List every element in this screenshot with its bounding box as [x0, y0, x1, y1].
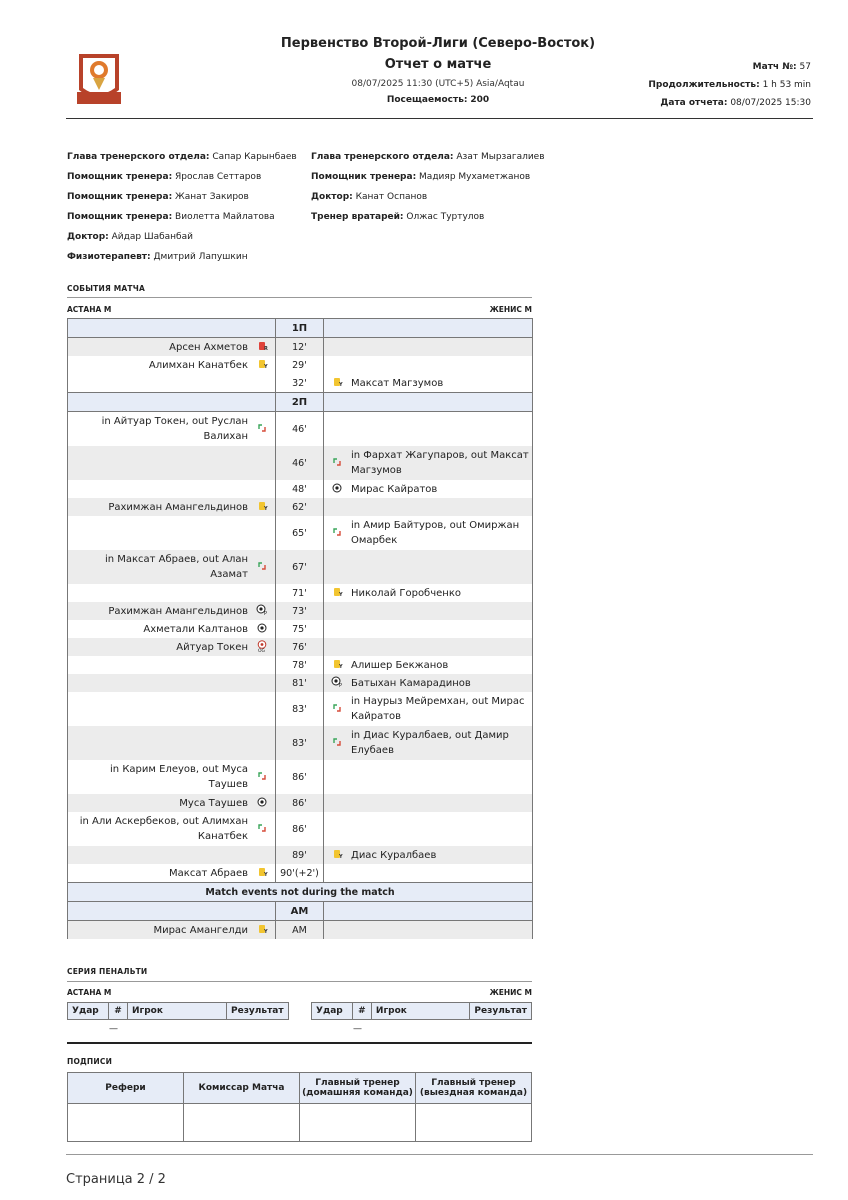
signature-box-home-coach[interactable] [300, 1104, 416, 1142]
event-minute: 62' [276, 498, 324, 516]
event-home-cell [68, 446, 276, 480]
period-home-cell [68, 319, 276, 338]
penalties-away-table [311, 1002, 532, 1020]
period-label: 1П [276, 319, 324, 338]
staff-role: Тренер вратарей: [311, 212, 404, 222]
event-row [68, 794, 533, 812]
event-row [68, 516, 533, 550]
goal-icon [255, 623, 269, 636]
yellow-card-icon: Y [255, 360, 269, 371]
staff-name: Жанат Закиров [175, 192, 249, 202]
staff-role: Доктор: [311, 192, 353, 202]
signature-box-referee[interactable] [68, 1104, 184, 1142]
event-row [68, 620, 533, 638]
events-band-label: Match events not during the match [68, 883, 533, 902]
event-away-cell [324, 550, 533, 584]
signatures-section-title: ПОДПИСИ [67, 1057, 113, 1066]
staff-entry [67, 152, 297, 162]
staff-name: Айдар Шабанбай [111, 232, 193, 242]
event-home-cell [68, 921, 276, 940]
event-home-cell [68, 846, 276, 864]
event-content [68, 814, 269, 844]
event-away-cell [324, 812, 533, 846]
event-away-cell [324, 620, 533, 638]
svg-text:P: P [264, 611, 268, 615]
event-text: Рахимжан Амангельдинов [108, 605, 248, 617]
staff-entry [311, 192, 545, 202]
event-content [68, 923, 269, 938]
penalty-goal-icon [330, 676, 344, 690]
event-content [330, 848, 532, 863]
event-content [68, 604, 269, 619]
event-home-cell [68, 550, 276, 584]
report-date-value: 08/07/2025 15:30 [730, 98, 811, 108]
event-row [68, 446, 533, 480]
event-home-cell [68, 726, 276, 760]
event-content [68, 340, 269, 355]
event-text: Батыхан Камарадинов [351, 677, 471, 689]
staff-entry [311, 152, 545, 162]
event-away-cell [324, 602, 533, 620]
event-home-cell [68, 674, 276, 692]
event-minute: 12' [276, 338, 324, 357]
substitution-icon [255, 561, 269, 574]
penalties-home-empty: — [109, 1024, 118, 1034]
event-minute: 29' [276, 356, 324, 374]
event-away-cell [324, 760, 533, 794]
yellow-card-icon: Y [255, 502, 269, 513]
event-minute: 78' [276, 656, 324, 674]
staff-entry [67, 172, 297, 182]
event-text: Максат Магзумов [351, 377, 444, 389]
penalty-col-player: Игрок [128, 1003, 227, 1020]
staff-role: Помощник тренера: [311, 172, 417, 182]
event-home-cell [68, 864, 276, 883]
event-minute: 81' [276, 674, 324, 692]
event-content [68, 866, 269, 881]
penalties-home-table [67, 1002, 289, 1020]
substitution-icon [330, 737, 344, 750]
event-text: Максат Абраев [169, 867, 248, 879]
event-away-cell [324, 794, 533, 812]
event-text: Айтуар Токен [176, 641, 248, 653]
event-away-cell [324, 921, 533, 940]
staff-role: Помощник тренера: [67, 212, 173, 222]
staff-entry [67, 252, 297, 262]
event-minute: 86' [276, 812, 324, 846]
penalty-col-result: Результат [227, 1003, 289, 1020]
event-text: in Али Аскербеков, out Алимхан Канатбек [79, 816, 248, 842]
event-row [68, 602, 533, 620]
event-home-cell [68, 620, 276, 638]
event-home-cell [68, 812, 276, 846]
period-away-cell [324, 393, 533, 412]
staff-name: Сапар Карынбаев [212, 152, 297, 162]
event-row [68, 692, 533, 726]
events-section-divider [67, 297, 532, 298]
event-minute: 73' [276, 602, 324, 620]
period-header-row [68, 902, 533, 921]
event-content [68, 500, 269, 515]
event-row [68, 846, 533, 864]
event-away-cell [324, 726, 533, 760]
staff-name: Ярослав Сеттаров [175, 172, 262, 182]
staff-entry [67, 212, 297, 222]
event-text: Ахметали Калтанов [143, 623, 248, 635]
event-content [68, 552, 269, 582]
event-minute: 86' [276, 760, 324, 794]
signature-col-commissioner: Комиссар Матча [184, 1073, 300, 1104]
svg-text:OG: OG [258, 648, 266, 652]
yellow-card-icon: Y [255, 925, 269, 936]
event-home-cell [68, 338, 276, 357]
period-away-cell [324, 902, 533, 921]
events-home-team: АСТАНА М [67, 305, 112, 314]
event-home-cell [68, 794, 276, 812]
page-number: Страница 2 / 2 [66, 1172, 166, 1187]
event-away-cell [324, 846, 533, 864]
event-row [68, 864, 533, 883]
event-content [330, 728, 532, 758]
own-goal-icon [255, 640, 269, 655]
staff-name: Азат Мырзагалиев [456, 152, 545, 162]
event-content [330, 448, 532, 478]
event-content [68, 762, 269, 792]
event-home-cell [68, 638, 276, 656]
event-text: Николай Горобченко [351, 587, 461, 599]
events-section-title: СОБЫТИЯ МАТЧА [67, 284, 145, 293]
event-row [68, 374, 533, 393]
yellow-card-icon: Y [330, 378, 344, 389]
event-text: Рахимжан Амангельдинов [108, 501, 248, 513]
event-minute: 90'(+2') [276, 864, 324, 883]
svg-text:P: P [339, 683, 343, 687]
footer-divider [66, 1154, 813, 1155]
match-datetime: 08/07/2025 11:30 (UTC+5) Asia/Aqtau [351, 79, 525, 89]
event-row [68, 726, 533, 760]
match-duration [648, 80, 811, 90]
event-row [68, 480, 533, 498]
event-away-cell [324, 516, 533, 550]
event-text: Мирас Амангелди [153, 924, 248, 936]
red-card-icon: R [255, 342, 269, 353]
event-minute: 83' [276, 692, 324, 726]
staff-name: Дмитрий Лапушкин [153, 252, 248, 262]
event-text: in Амир Байтуров, out Омиржан Омарбек [351, 520, 520, 546]
report-date [660, 98, 811, 108]
signature-col-referee: Рефери [68, 1073, 184, 1104]
event-away-cell [324, 480, 533, 498]
event-content [68, 414, 269, 444]
event-text: in Диас Куралбаев, out Дамир Елубаев [351, 730, 509, 756]
event-content [68, 796, 269, 811]
event-content [68, 640, 269, 655]
event-row [68, 338, 533, 357]
event-text: in Фархат Жагупаров, out Максат Магзумов [351, 450, 529, 476]
penalties-away-empty: — [353, 1024, 362, 1034]
signatures-table [67, 1072, 532, 1142]
event-text: Арсен Ахметов [169, 341, 248, 353]
report-subtitle: Отчет о матче [384, 57, 492, 72]
staff-role: Глава тренерского отдела: [311, 152, 454, 162]
home-staff-list [67, 152, 297, 272]
event-content [330, 482, 532, 497]
event-minute: 89' [276, 846, 324, 864]
event-row [68, 760, 533, 794]
event-text: Алимхан Канатбек [148, 359, 248, 371]
event-away-cell [324, 374, 533, 393]
event-row [68, 921, 533, 940]
event-away-cell [324, 692, 533, 726]
event-minute: 67' [276, 550, 324, 584]
event-content [330, 518, 532, 548]
event-minute: 83' [276, 726, 324, 760]
goal-icon [255, 797, 269, 810]
event-minute: 76' [276, 638, 324, 656]
event-home-cell [68, 412, 276, 447]
staff-name: Канат Оспанов [355, 192, 428, 202]
penalty-goal-icon [255, 604, 269, 618]
event-text: in Наурыз Мейремхан, out Мирас Кайратов [351, 696, 525, 722]
substitution-icon [330, 703, 344, 716]
signature-col-away-coach: Главный тренер (выездная команда) [416, 1073, 532, 1104]
signature-box-commissioner[interactable] [184, 1104, 300, 1142]
event-home-cell [68, 374, 276, 393]
event-home-cell [68, 692, 276, 726]
event-content [330, 376, 532, 391]
event-text: in Айтуар Токен, out Руслан Валихан [101, 416, 248, 442]
event-content [330, 658, 532, 673]
yellow-card-icon: Y [255, 868, 269, 879]
event-away-cell [324, 412, 533, 447]
event-minute: 48' [276, 480, 324, 498]
event-content [330, 586, 532, 601]
event-text: Муса Таушев [179, 797, 248, 809]
staff-entry [67, 192, 297, 202]
event-row [68, 550, 533, 584]
penalties-section-title: СЕРИЯ ПЕНАЛЬТИ [67, 967, 148, 976]
penalty-col-number: # [109, 1003, 128, 1020]
event-home-cell [68, 602, 276, 620]
event-text: in Максат Абраев, out Алан Азамат [104, 554, 248, 580]
event-minute: 71' [276, 584, 324, 602]
event-row [68, 656, 533, 674]
staff-entry [311, 212, 545, 222]
penalties-bottom-rule [67, 1042, 532, 1044]
signature-box-away-coach[interactable] [416, 1104, 532, 1142]
event-row [68, 498, 533, 516]
staff-role: Глава тренерского отдела: [67, 152, 210, 162]
event-away-cell [324, 656, 533, 674]
events-band-row [68, 883, 533, 902]
event-row [68, 812, 533, 846]
match-number-value: 57 [799, 62, 811, 72]
period-away-cell [324, 319, 533, 338]
match-number [753, 62, 811, 72]
staff-role: Помощник тренера: [67, 172, 173, 182]
event-home-cell [68, 760, 276, 794]
period-home-cell [68, 902, 276, 921]
event-home-cell [68, 356, 276, 374]
match-number-label: Матч №: [752, 62, 797, 72]
event-text: in Карим Елеуов, out Муса Таушев [110, 764, 248, 790]
substitution-icon [255, 823, 269, 836]
substitution-icon [330, 527, 344, 540]
staff-role: Помощник тренера: [67, 192, 173, 202]
duration-value: 1 h 53 min [762, 80, 811, 90]
event-away-cell [324, 584, 533, 602]
event-home-cell [68, 656, 276, 674]
event-minute: 86' [276, 794, 324, 812]
event-content [330, 694, 532, 724]
staff-role: Физиотерапевт: [67, 252, 151, 262]
event-content [330, 676, 532, 691]
event-home-cell [68, 584, 276, 602]
attendance-value: 200 [470, 95, 490, 105]
staff-entry [311, 172, 545, 182]
event-minute: 46' [276, 412, 324, 447]
substitution-icon [330, 457, 344, 470]
penalties-section-divider [67, 981, 532, 982]
substitution-icon [255, 423, 269, 436]
period-label: 2П [276, 393, 324, 412]
penalty-col-shot: Удар [68, 1003, 109, 1020]
penalty-col-result: Результат [470, 1003, 532, 1020]
duration-label: Продолжительность: [648, 80, 760, 90]
event-text: Диас Куралбаев [351, 849, 437, 861]
attendance-label: Посещаемость: [386, 95, 468, 105]
goal-icon [330, 483, 344, 496]
event-row [68, 674, 533, 692]
event-row [68, 638, 533, 656]
staff-name: Олжас Туртулов [406, 212, 485, 222]
substitution-icon [255, 771, 269, 784]
event-row [68, 584, 533, 602]
signature-col-home-coach: Главный тренер (домашняя команда) [300, 1073, 416, 1104]
event-home-cell [68, 498, 276, 516]
staff-entry [67, 232, 297, 242]
period-header-row [68, 319, 533, 338]
report-title: Первенство Второй-Лиги (Северо-Восток) [280, 36, 596, 51]
event-away-cell [324, 638, 533, 656]
staff-role: Доктор: [67, 232, 109, 242]
staff-name: Мадияр Мухаметжанов [419, 172, 531, 182]
period-home-cell [68, 393, 276, 412]
event-away-cell [324, 674, 533, 692]
event-text: Мирас Кайратов [351, 483, 438, 495]
penalty-col-number: # [352, 1003, 371, 1020]
header-divider [66, 118, 813, 119]
report-date-label: Дата отчета: [660, 98, 728, 108]
event-minute: 65' [276, 516, 324, 550]
penalties-away-team: ЖЕНИС М [489, 988, 532, 997]
penalty-col-shot: Удар [312, 1003, 353, 1020]
event-content [68, 622, 269, 637]
event-content [68, 358, 269, 373]
period-label: AM [276, 902, 324, 921]
event-away-cell [324, 864, 533, 883]
penalties-home-team: АСТАНА М [67, 988, 112, 997]
events-away-team: ЖЕНИС М [489, 305, 532, 314]
event-home-cell [68, 480, 276, 498]
event-away-cell [324, 356, 533, 374]
yellow-card-icon: Y [330, 660, 344, 671]
event-minute: AM [276, 921, 324, 940]
event-row [68, 412, 533, 447]
event-text: Алишер Бекжанов [351, 659, 449, 671]
event-away-cell [324, 338, 533, 357]
event-home-cell [68, 516, 276, 550]
staff-name: Виолетта Майлатова [175, 212, 275, 222]
period-header-row [68, 393, 533, 412]
event-minute: 75' [276, 620, 324, 638]
yellow-card-icon: Y [330, 850, 344, 861]
penalty-col-player: Игрок [371, 1003, 469, 1020]
event-away-cell [324, 498, 533, 516]
away-staff-list [311, 152, 545, 232]
match-events-table [67, 318, 533, 939]
yellow-card-icon: Y [330, 588, 344, 599]
event-minute: 46' [276, 446, 324, 480]
event-away-cell [324, 446, 533, 480]
event-row [68, 356, 533, 374]
event-minute: 32' [276, 374, 324, 393]
